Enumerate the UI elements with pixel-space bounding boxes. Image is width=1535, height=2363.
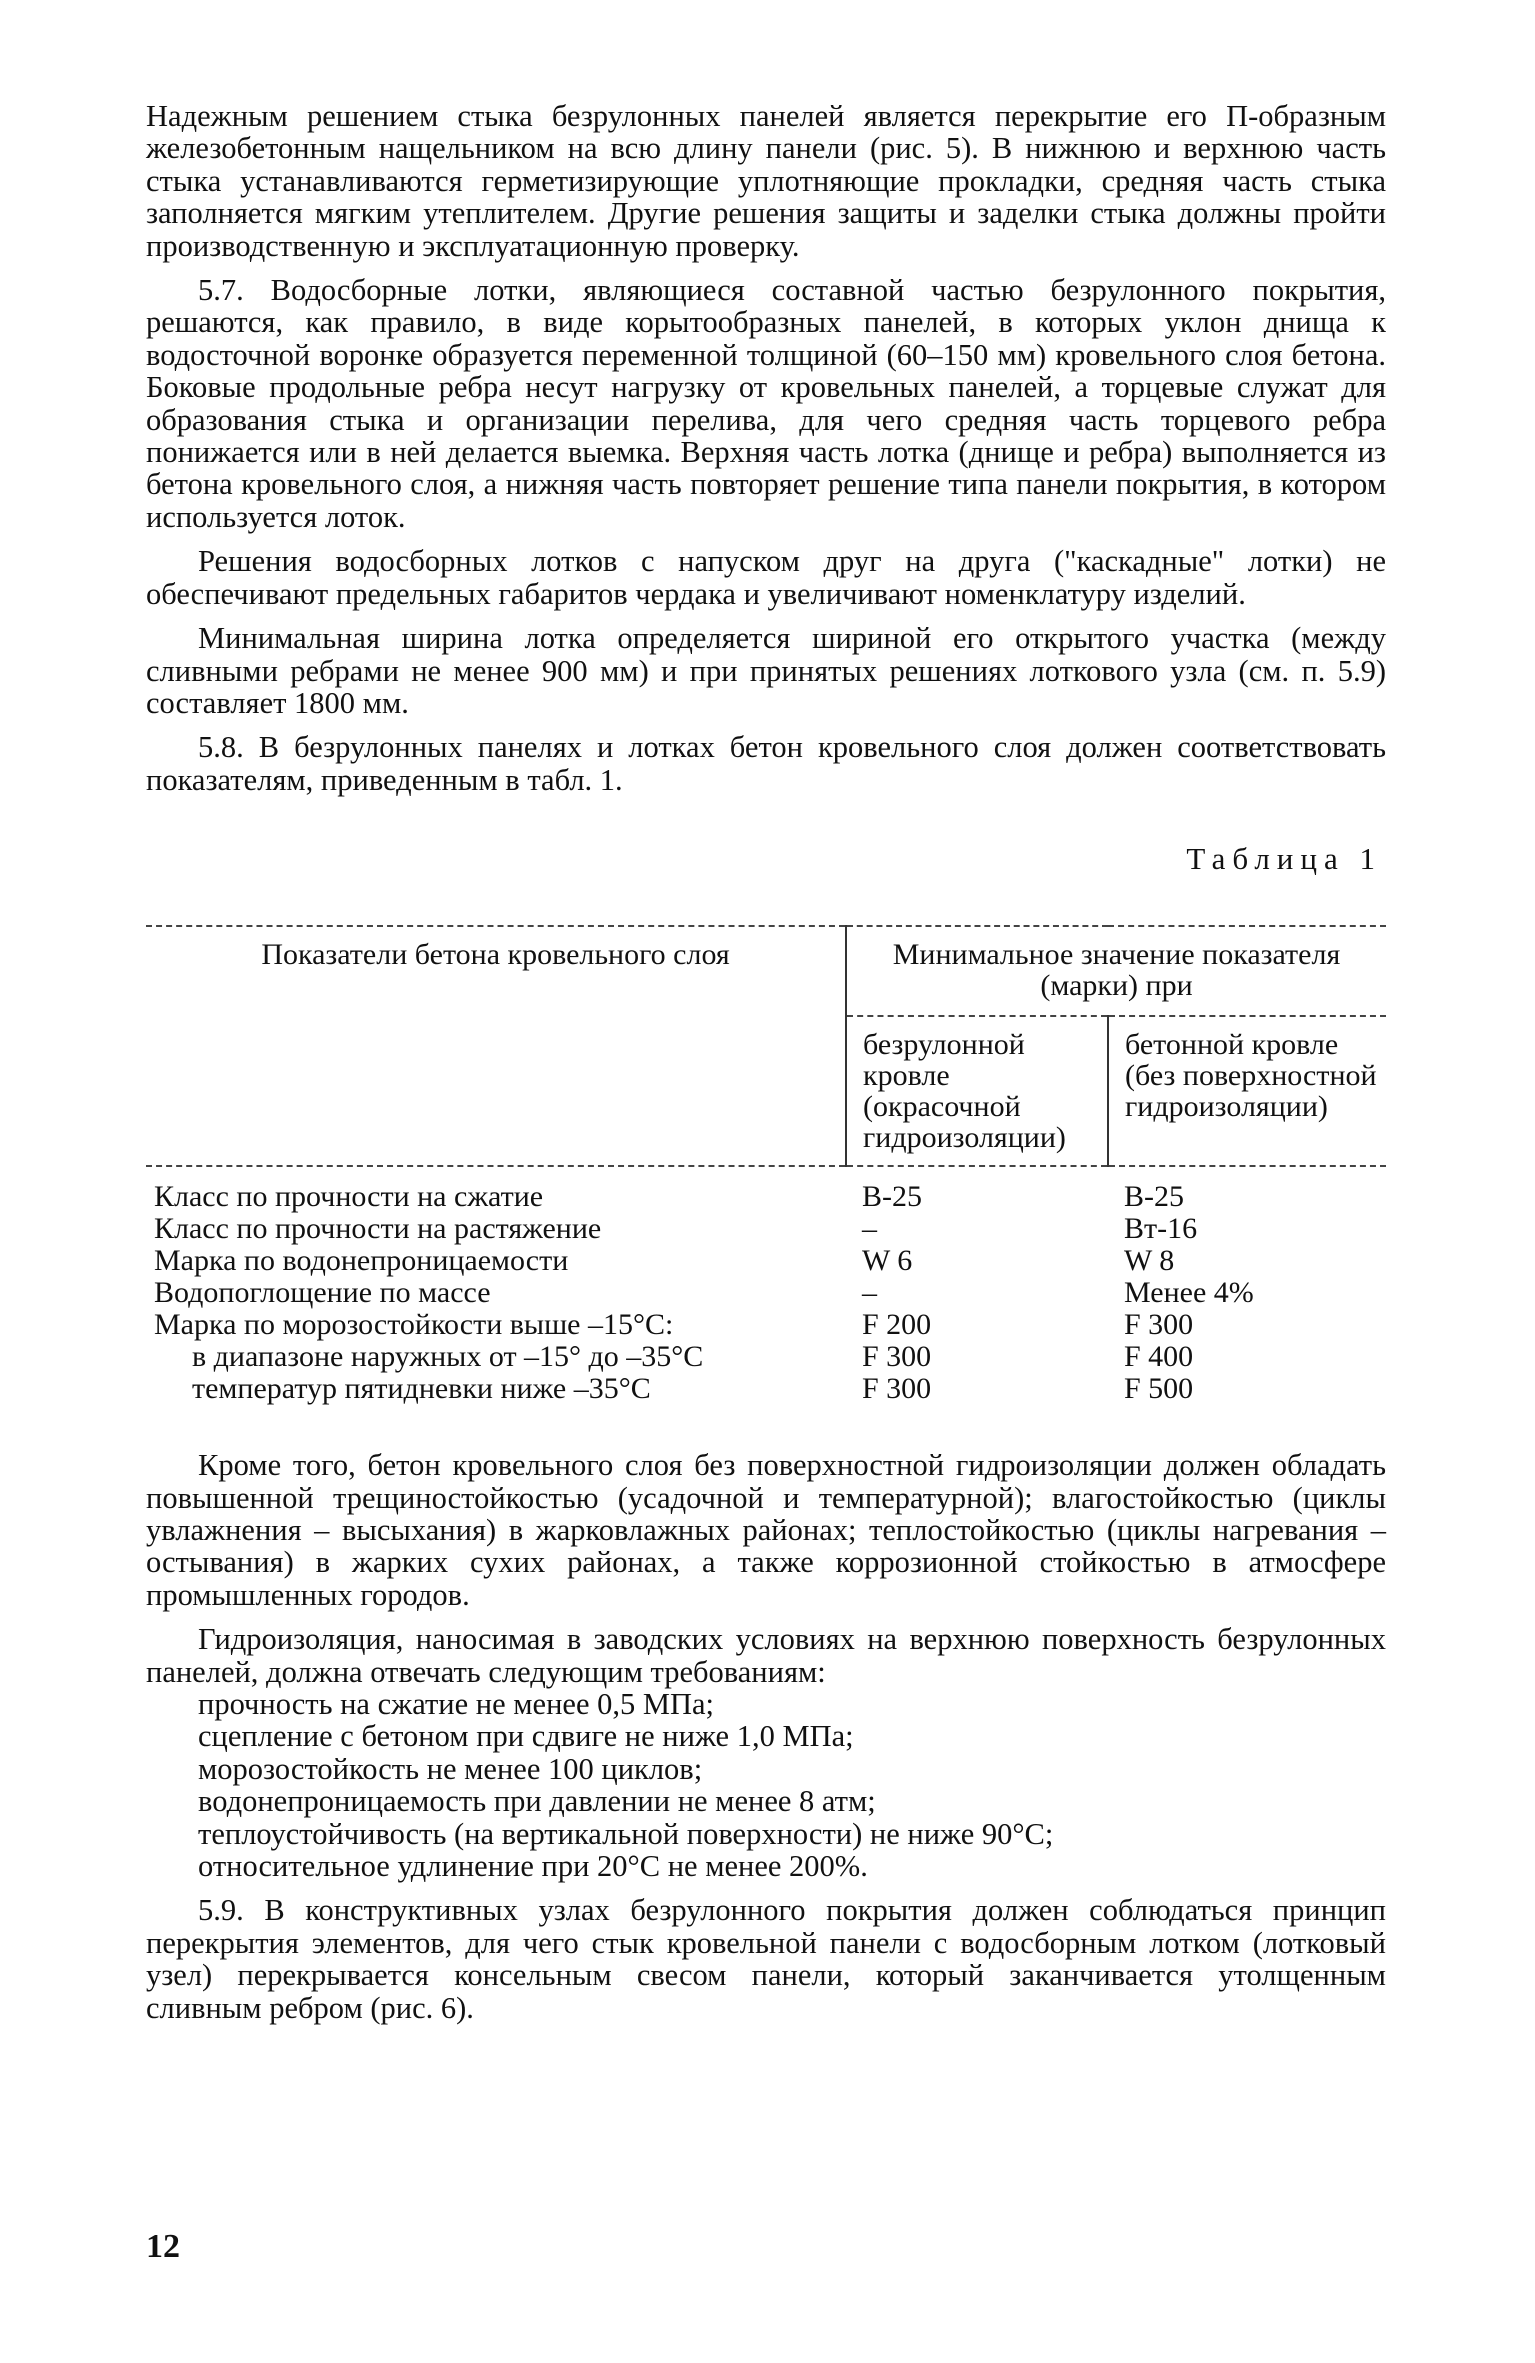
header-concrete-roof: бетонной кровле (без поверхностной гидроизоляции) [1108, 1016, 1386, 1166]
table-row: в диапазоне наружных от –15° до –35°С F 300 F 400 [192, 1340, 1194, 1374]
paragraph-5-8: 5.8. В безрулонных панелях и лотках бетон кровельного слоя должен соответствовать показателям, приведенным в табл. 1. [146, 730, 1386, 797]
paragraph-tray-width: Минимальная ширина лотка определяется шириной его открытого участка (между сливными ребрами не менее 900 мм) и при принятых решениях лоткового узла (см. п. 5.9) составляет 1800 мм. [146, 621, 1386, 720]
list-item: морозостойкость не менее 100 циклов; [198, 1751, 703, 1786]
list-item: водонепроницаемость при давлении не менее 8 атм; [198, 1784, 876, 1819]
header-min-value: Минимальное значение показателя (марки) при [846, 926, 1386, 1016]
table-row: Класс по прочности на растяжение – Вт-16 [154, 1212, 1198, 1246]
table-row: Марка по водонепроницаемости W 6 W 8 [154, 1244, 1175, 1278]
concrete-properties-table [146, 925, 1386, 1405]
table-row: температур пятидневки ниже –35°С F 300 F 500 [192, 1372, 1194, 1406]
list-item: прочность на сжатие не менее 0,5 МПа; [198, 1686, 715, 1721]
page-number: 12 [146, 2228, 180, 2265]
page-content [146, 100, 1386, 2024]
requirements-list [146, 1688, 1386, 1882]
paragraph-cascade-trays: Решения водосборных лотков с напуском друг на друга ("каскадные" лотки) не обеспечивают предельных габаритов чердака и увеличивают номенклатуру изделий. [146, 544, 1386, 611]
paragraph-joint-solution: Надежным решением стыка безрулонных панелей является перекрытие его П-образным железобетонным нащельником на всю длину панели (рис. 5). В нижнюю и верхнюю часть стыка устанавливаются герметизирующие уплотняющие прокладки, средняя часть стыка заполняется мягким утеплителем. Другие решения защиты и заделки стыка должны пройти производственную и эксплуатационную проверку. [146, 99, 1386, 263]
table-caption: Таблица 1 [1186, 841, 1382, 877]
paragraph-5-7: 5.7. Водосборные лотки, являющиеся составной частью безрулонного покрытия, решаются, как правило, в виде корытообразных панелей, в которых уклон днища к водосточной воронке образуется переменной толщиной (60–150 мм) кровельного слоя бетона. Боковые продольные ребра несут нагрузку от кровельных панелей, а торцевые служат для образования стыка и организации перелива, для чего средняя часть торцевого ребра понижается или в ней делается выемка. Верхняя часть лотка (днище и ребра) выполняется из бетона кровельного слоя, а нижняя часть повторяет решение типа панели покрытия, в котором используется лоток. [146, 273, 1386, 534]
list-item: сцепление с бетоном при сдвиге не ниже 1,0 МПа; [198, 1719, 854, 1754]
table-row: Класс по прочности на сжатие В-25 В-25 [154, 1180, 1184, 1214]
header-rollless-roof: безрулонной кровле (окрасочной гидроизоляции) [846, 1016, 1108, 1166]
table-row: Марка по морозостойкости выше –15°С: F 200 F 300 [154, 1308, 1194, 1342]
paragraph-additional-requirements: Кроме того, бетон кровельного слоя без поверхностной гидроизоляции должен обладать повышенной трещиностойкостью (усадочной и температурной); влагостойкостью (циклы увлажнения – высыхания) в жарковлажных районах; теплостойкостью (циклы нагревания – остывания) в жарких сухих районах, а также коррозионной стойкостью в атмосфере промышленных городов. [146, 1448, 1386, 1612]
table-row: Водопоглощение по массе – Менее 4% [154, 1276, 1254, 1310]
list-item: теплоустойчивость (на вертикальной поверхности) не ниже 90°С; [198, 1816, 1054, 1851]
list-item: относительное удлинение при 20°С не менее 200%. [198, 1849, 868, 1883]
paragraph-5-9: 5.9. В конструктивных узлах безрулонного покрытия должен соблюдаться принцип перекрытия элементов, для чего стык кровельной панели с водосборным лотком (лотковый узел) перекрывается консельным свесом панели, который заканчивается утолщенным сливным ребром (рис. 6). [146, 1893, 1386, 2025]
paragraph-waterproofing: Гидроизоляция, наносимая в заводских условиях на верхнюю поверхность безрулонных панелей, должна отвечать следующим требованиям: [146, 1622, 1386, 1689]
header-indicators: Показатели бетона кровельного слоя [146, 926, 846, 1166]
